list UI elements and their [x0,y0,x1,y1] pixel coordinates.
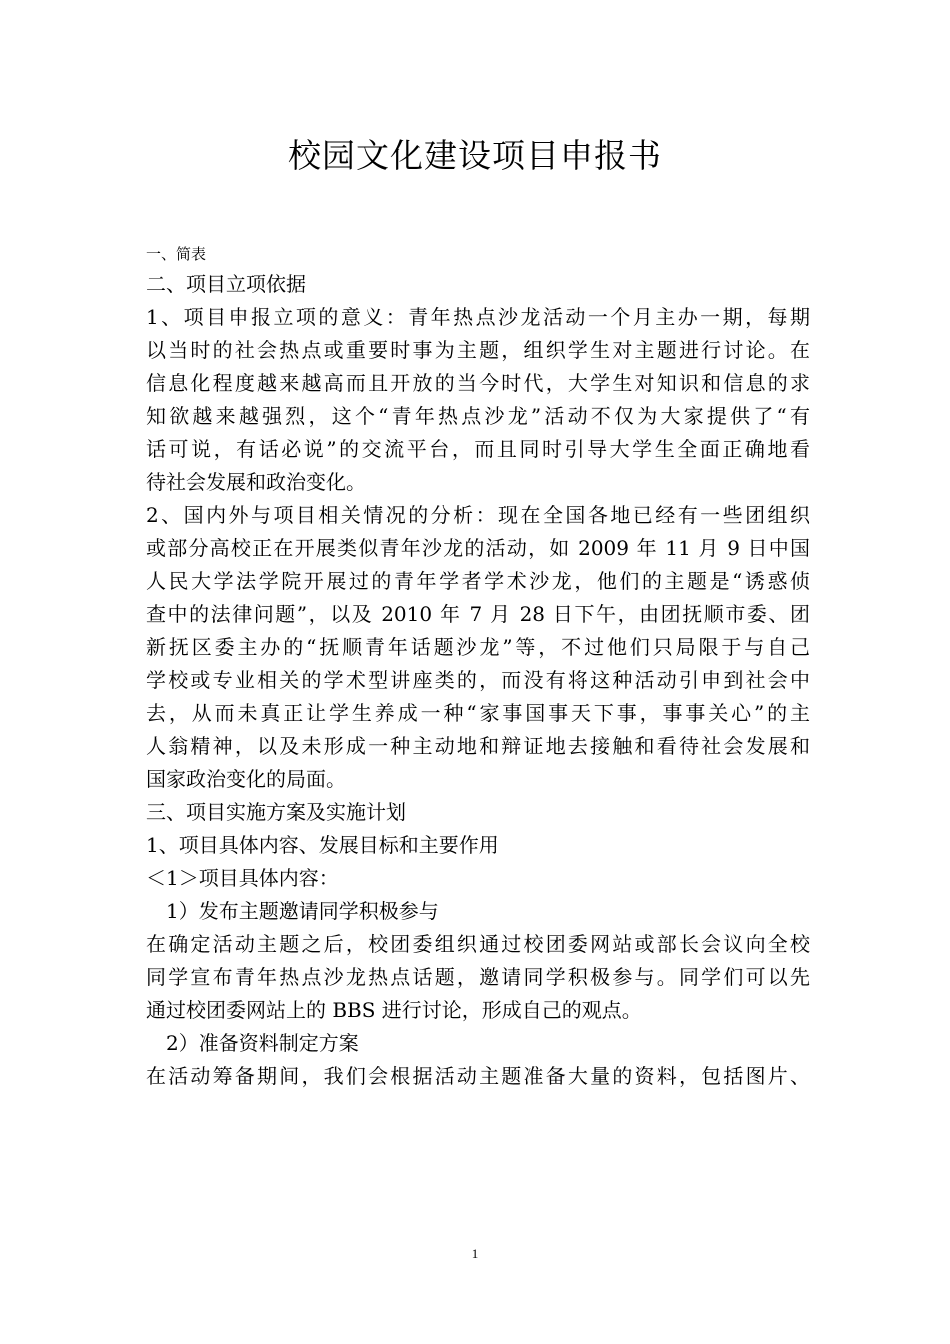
text-line: 同学宣布青年热点沙龙热点话题，邀请同学积极参与。同学们可以先 [146,965,810,989]
text-line: 通过校团委网站上的 BBS 进行讨论，形成自己的观点。 [146,998,642,1022]
text-line: 以当时的社会热点或重要时事为主题，组织学生对主题进行讨论。在 [146,338,810,362]
text-line: 查中的法律问题”，以及 2010 年 7 月 28 日下午，由团抚顺市委、团 [146,602,810,626]
text-line: 人民大学法学院开展过的青年学者学术沙龙，他们的主题是“诱惑侦 [146,569,810,593]
text-line: 或部分高校正在开展类似青年沙龙的活动，如 2009 年 11 月 9 日中国 [146,536,810,560]
text-line: 2、国内外与项目相关情况的分析：现在全国各地已经有一些团组织 [146,503,810,527]
text-line: 2）准备资料制定方案 [166,1031,359,1055]
document-body [146,240,810,1093]
text-line: 1、项目具体内容、发展目标和主要作用 [146,833,499,857]
text-line: 知欲越来越强烈，这个“青年热点沙龙”活动不仅为大家提供了“有 [146,404,810,428]
text-line: 话可说，有话必说”的交流平台，而且同时引导大学生全面正确地看 [146,437,810,461]
text-line: 一、简表 [146,245,207,263]
text-line: 待社会发展和政治变化。 [146,470,366,494]
text-line: 人翁精神，以及未形成一种主动地和辩证地去接触和看待社会发展和 [146,734,810,758]
page-number: 1 [471,1246,479,1261]
text-line: 信息化程度越来越高而且开放的当今时代，大学生对知识和信息的求 [146,371,810,395]
text-line: ＜1＞项目具体内容： [146,866,339,890]
text-line: 在确定活动主题之后，校团委组织通过校团委网站或部长会议向全校 [146,932,810,956]
text-line: 去，从而未真正让学生养成一种“家事国事天下事，事事关心”的主 [146,701,810,725]
text-line: 国家政治变化的局面。 [146,767,346,791]
text-line: 1、项目申报立项的意义：青年热点沙龙活动一个月主办一期，每期 [146,305,810,329]
text-line: 学校或专业相关的学术型讲座类的，而没有将这种活动引申到社会中 [146,668,810,692]
document-title: 校园文化建设项目申报书 [288,136,662,175]
text-line: 在活动筹备期间，我们会根据活动主题准备大量的资料，包括图片、 [146,1064,810,1088]
text-line: 三、项目实施方案及实施计划 [146,800,406,824]
text-line: 二、项目立项依据 [146,272,306,296]
text-line: 新抚区委主办的“抚顺青年话题沙龙”等，不过他们只局限于与自己 [146,635,810,659]
text-line: 1）发布主题邀请同学积极参与 [166,899,439,923]
